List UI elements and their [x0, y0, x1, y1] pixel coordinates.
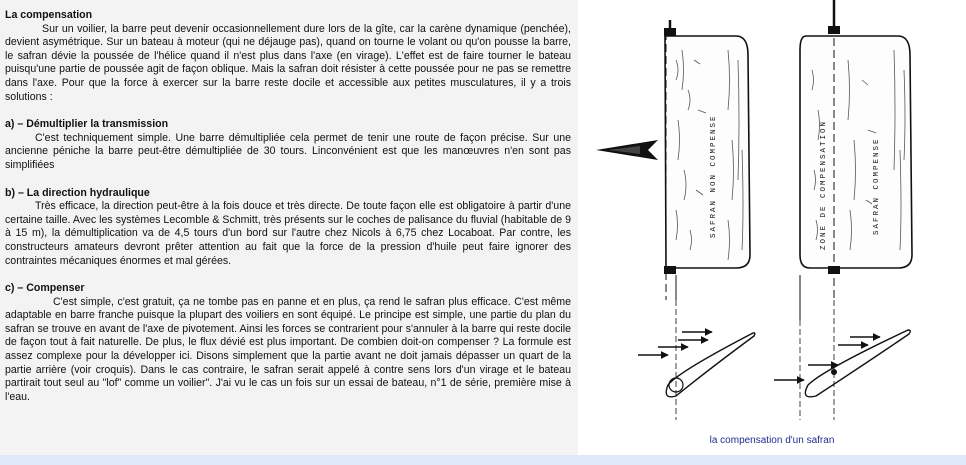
- section-a-body: C'est techniquement simple. Une barre démultipliée cela permet de tenir une route de façon précise. Sur une ancienne péniche la barre peut-être démultipliée de 30 tours. Linconvénient est que les manœuvres n'en sont pas simplifiées: [5, 131, 571, 171]
- article-intro: Sur un voilier, la barre peut devenir occasionnellement dure lors de la gîte, car la carène dynamique (penchée), devient asymétrique. Sur un bateau à moteur (qui ne déjauge pas), quand on tourne le volant ou qu'on pousse la barre, le safran dévie la poussée de l'hélice quand il n'est plus dans l'axe (en virage). L'effet est de faire tourner le bateau puisqu'une partie de poussée agit de façon oblique. Mais la safran doit résister à cette poussée pour ne pas se remettre dans l'axe. Pour que la force à exercer sur la barre reste docile et accessible aux petites musculatures, il y a trois solutions :: [5, 22, 571, 103]
- rudder-non-compensated: [664, 20, 750, 300]
- label-compense: SAFRAN COMPENSE: [873, 137, 881, 235]
- article-title: La compensation: [5, 9, 93, 21]
- page-bottom-strip: [0, 455, 966, 465]
- section-c-heading: c) – Compenser: [5, 282, 85, 295]
- label-zone-compensation: ZONE DE COMPENSATION: [820, 119, 828, 250]
- figure-caption: la compensation d'un safran: [709, 435, 835, 446]
- flow-diagram-compensated: [774, 300, 910, 420]
- section-b-heading: b) – La direction hydraulique: [5, 186, 150, 199]
- thrust-arrow-icon: [596, 140, 658, 160]
- rudder-diagram: [578, 0, 966, 430]
- section-a-heading: a) – Démultiplier la transmission: [5, 118, 169, 131]
- article-text: [5, 9, 571, 404]
- figure-panel: [578, 0, 966, 455]
- label-non-compense: SAFRAN NON COMPENSE: [710, 114, 718, 238]
- section-b-body: Très efficace, la direction peut-être à la fois douce et très directe. De toute façon elle est obligatoire à partir d'une certaine taille. Avec les systèmes Lecomble & Schmitt, très présents sur le coches de palisance du fluvial (habitable de 9 à 15 m), la démultiplication va de 4,5 tours d'un bord sur l'autre chez Nicols à 6,75 chez Locaboat. Par contre, les constructeurs amateurs devront prêter attention au fait que la force de la pression d'huile peut faire ignorer des contraintes mécaniques énormes et mal gérées.: [5, 200, 571, 267]
- rudder-compensated: [800, 0, 912, 320]
- flow-diagram-non-compensated: [638, 300, 755, 420]
- section-c-body: C'est simple, c'est gratuit, ça ne tombe pas en panne et en plus, ça rend le safran plus efficace. C'est même adaptable en barre franche puisque la plupart des voiliers en sont équipé. Le principe est simple, une partie du plan du safran se trouve en avant de l'axe de pivotement. Ainsi les forces se contrarient pour s'annuler à la barre qui reste docile de façon tout à fait naturelle. De plus, le flux dévié est plus important. De combien doit-on compenser ? La formule est assez complexe pour la développer ici. Disons simplement que la partie avant ne doit jamais dépasser un quart de la partie arrière (voir croquis). Dans le cas contraire, le safran serait appelé à contre sens lors d'un virage et le bateau partirait tout seul au "lof" comme un voilier". J'ai vu le cas un fois sur un essai de bateau, n°1 de série, première mise à l'eau.: [5, 295, 571, 403]
